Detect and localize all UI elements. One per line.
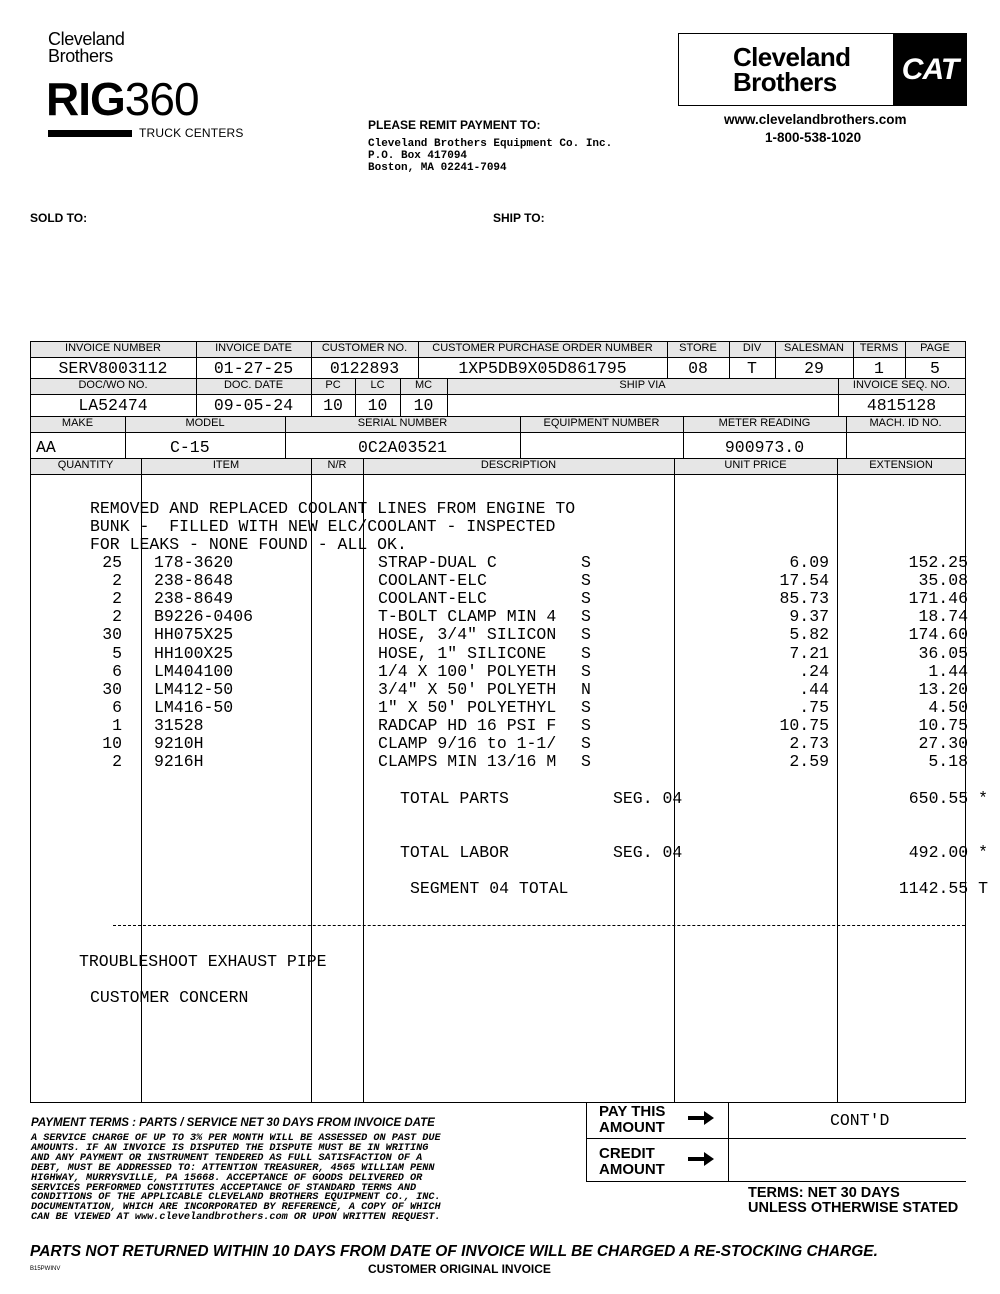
serial-number-label: SERIAL NUMBER [357, 417, 448, 429]
po-number: 1XP5DB9X05D861795 [458, 359, 627, 378]
line-unit-price: 7.21 [789, 643, 829, 663]
line-unit-price: 5.82 [789, 625, 829, 645]
line-item: 9216H [154, 752, 204, 772]
next-segment-note: CUSTOMER CONCERN [90, 988, 249, 1007]
doc-wo-no: LA52474 [78, 396, 148, 415]
line-description: 1" X 50' POLYETHYL [378, 697, 557, 717]
make-label: MAKE [61, 417, 94, 429]
line-qty: 10 [102, 734, 122, 753]
narrative-line: FOR LEAKS - NONE FOUND - ALL OK. [90, 535, 407, 554]
line-nr: S [581, 661, 591, 681]
line-unit-price: 85.73 [779, 589, 829, 609]
line-unit-price: 6.09 [789, 553, 829, 572]
doc-wo-label: DOC/WO NO. [78, 379, 148, 391]
salesman: 29 [804, 359, 824, 378]
narrative-line: REMOVED AND REPLACED COOLANT LINES FROM ENGINE TO [90, 499, 576, 518]
remit-line: P.O. Box 417094 [368, 150, 468, 162]
line-nr: S [581, 715, 591, 735]
line-unit-price: .44 [799, 679, 829, 699]
line-qty: 2 [112, 589, 122, 609]
line-extension: 13.20 [918, 679, 968, 699]
invoice-seq-no: 4815128 [866, 396, 937, 415]
line-qty: 30 [102, 625, 122, 645]
col-item: ITEM [212, 459, 240, 471]
line-nr: N [581, 679, 591, 699]
fine-print: A SERVICE CHARGE OF UP TO 3% PER MONTH WILL BE ASSESSED ON PAST DUE AMOUNTS. IF AN INVOICE IS DISPUTED THE DISPUTE MUST BE IN WRITING AND ANY PAYMENT OR INSTRUMENT TENDERED AS FULL SATISFACTION OF A DEBT, MUST BE ADDRESSED TO: ATTENTION TREASURER, 4565 WILLIAM PENN HIGHWAY, MURRYSVILLE, PA 15668. ACCEPTANCE OF GOODS DELIVERED OR SERVICES PERFORMED CONSTITUTES ACCEPTANCE OF STANDARD TERMS AND CONDITIONS OF THE APPLICABLE CLEVELAND BROTHERS EQUIPMENT CO., INC. DOCUMENTATION, WHICH ARE INCORPORATED BY REFERENCE, A COPY OF WHICH CAN BE VIEWED AT www.clevelandbrothers.com OR UPON WRITTEN REQUEST. [31, 1133, 441, 1224]
total-labor-seg: SEG. 04 [613, 843, 683, 862]
col-extension: EXTENSION [869, 459, 933, 471]
invoice-date-label: INVOICE DATE [215, 342, 292, 354]
line-nr: S [581, 752, 591, 772]
line-description: COOLANT-ELC [378, 589, 487, 609]
customer-no: 0122893 [329, 359, 400, 378]
line-nr: S [581, 643, 591, 663]
total-parts-label: TOTAL PARTS [400, 789, 509, 808]
line-extension: 152.25 [908, 553, 968, 572]
remit-heading: PLEASE REMIT PAYMENT TO: [368, 118, 541, 132]
line-qty: 1 [112, 715, 122, 735]
line-description: T-BOLT CLAMP MIN 4 [378, 607, 557, 627]
line-description: STRAP-DUAL C [378, 553, 497, 572]
line-extension: 35.08 [918, 571, 968, 591]
ship-via-label: SHIP VIA [619, 379, 666, 391]
segment-total-value: 1142.55 T [898, 879, 988, 898]
line-unit-price: 17.54 [779, 571, 829, 591]
line-nr: S [581, 589, 591, 609]
line-unit-price: 9.37 [789, 607, 829, 627]
line-extension: 1.44 [928, 661, 968, 681]
rig360-logo: RIG360 [46, 73, 199, 125]
make: AA [36, 438, 56, 457]
segment-total-label: SEGMENT 04 TOTAL [410, 879, 569, 898]
line-qty: 2 [112, 752, 122, 772]
line-item: LM416-50 [154, 697, 234, 717]
invoice-number: SERV8003112 [58, 359, 168, 378]
line-description: HOSE, 3/4" SILICON [378, 625, 557, 645]
mach-id-label: MACH. ID NO. [869, 417, 942, 429]
store: 08 [688, 359, 708, 378]
line-extension: 5.18 [928, 752, 968, 772]
meter-reading-label: METER READING [718, 417, 811, 429]
line-description: HOSE, 1" SILICONE [378, 643, 547, 663]
line-unit-price: 10.75 [779, 715, 829, 735]
div: T [747, 359, 757, 378]
line-description: CLAMP 9/16 to 1-1/ [378, 734, 557, 753]
line-description: CLAMPS MIN 13/16 M [378, 752, 557, 772]
line-unit-price: 2.59 [789, 752, 829, 772]
line-nr: S [581, 734, 591, 753]
line-qty: 6 [112, 697, 122, 717]
total-labor-value: 492.00 * [908, 843, 988, 862]
form-code: B15PWINV [30, 1266, 61, 1272]
total-parts-value: 650.55 * [908, 789, 988, 808]
line-qty: 30 [102, 679, 122, 699]
col-nr: N/R [327, 459, 347, 471]
arrow-right-icon [688, 1151, 714, 1172]
total-parts-seg: SEG. 04 [613, 789, 683, 808]
line-item: HH075X25 [154, 625, 234, 645]
arrow-right-icon [688, 1110, 714, 1131]
store-label: STORE [679, 342, 717, 354]
page-label: PAGE [920, 342, 950, 354]
line-item: HH100X25 [154, 643, 234, 663]
line-nr: S [581, 625, 591, 645]
sold-to-label: SOLD TO: [30, 211, 88, 225]
line-extension: 10.75 [918, 715, 968, 735]
narrative-line: BUNK - FILLED WITH NEW ELC/COOLANT - INSPECTED [90, 517, 556, 536]
line-unit-price: 2.73 [789, 734, 829, 753]
line-extension: 36.05 [918, 643, 968, 663]
line-qty: 5 [112, 643, 122, 663]
page: 5 [930, 359, 940, 378]
payment-terms: PAYMENT TERMS : PARTS / SERVICE NET 30 DAYS FROM INVOICE DATE [31, 1117, 435, 1129]
line-extension: 27.30 [918, 734, 968, 753]
remit-line: Boston, MA 02241-7094 [368, 162, 507, 174]
meter-reading: 900973.0 [724, 438, 805, 457]
invoice-seq-label: INVOICE SEQ. NO. [852, 379, 951, 391]
po-number-label: CUSTOMER PURCHASE ORDER NUMBER [432, 342, 653, 354]
lc-label: LC [370, 379, 385, 391]
line-nr: S [581, 607, 591, 627]
line-extension: 174.60 [908, 625, 968, 645]
pay-amount-value: CONT'D [830, 1111, 890, 1130]
remit-line: Cleveland Brothers Equipment Co. Inc. [368, 138, 613, 150]
line-description: 3/4" X 50' POLYETH [378, 679, 557, 699]
line-item: LM412-50 [154, 679, 234, 699]
cat-logo: CAT [893, 33, 967, 106]
line-item: 9210H [154, 734, 204, 753]
model: C-15 [170, 438, 210, 457]
line-item: 238-8649 [154, 589, 234, 609]
ship-to-label: SHIP TO: [493, 211, 545, 225]
pc-label: PC [325, 379, 341, 391]
mc: 10 [413, 396, 434, 415]
line-qty: 25 [102, 553, 122, 572]
doc-date-label: DOC. DATE [223, 379, 284, 391]
website-link[interactable]: www.clevelandbrothers.com [724, 112, 907, 127]
line-qty: 6 [112, 661, 122, 681]
line-extension: 4.50 [928, 697, 968, 717]
serial-number: 0C2A03521 [357, 438, 448, 457]
line-extension: 171.46 [908, 589, 968, 609]
line-nr: S [581, 571, 591, 591]
lc: 10 [367, 396, 388, 415]
pc: 10 [323, 396, 343, 415]
truck-centers-label: TRUCK CENTERS [139, 126, 244, 140]
terms-note: TERMS: NET 30 DAYS UNLESS OTHERWISE STATED [748, 1185, 959, 1216]
pay-this-amount-label: PAY THIS AMOUNT [599, 1103, 666, 1136]
col-quantity: QUANTITY [57, 459, 114, 471]
customer-no-label: CUSTOMER NO. [321, 342, 408, 354]
line-unit-price: .24 [799, 661, 829, 681]
line-item: 31528 [154, 715, 204, 735]
line-unit-price: .75 [799, 697, 829, 717]
line-qty: 2 [112, 607, 122, 627]
credit-amount-label: CREDIT AMOUNT [599, 1145, 665, 1178]
equipment-number-label: EQUIPMENT NUMBER [543, 417, 660, 429]
next-segment-title: TROUBLESHOOT EXHAUST PIPE [79, 952, 327, 971]
dealer-logo-wordmark: Cleveland Brothers [733, 42, 851, 97]
salesman-label: SALESMAN [784, 342, 844, 354]
restock-notice: PARTS NOT RETURNED WITHIN 10 DAYS FROM DATE OF INVOICE WILL BE CHARGED A RE-STOCKING CHARGE. [30, 1243, 878, 1260]
line-description: 1/4 X 100' POLYETH [378, 661, 557, 681]
terms: 1 [874, 359, 884, 378]
left-logo-wordmark: Cleveland Brothers [48, 29, 125, 66]
line-item: LM404100 [154, 661, 234, 681]
line-extension: 18.74 [918, 607, 968, 627]
line-nr: S [581, 553, 591, 572]
logo-bar [48, 130, 132, 137]
copy-label: CUSTOMER ORIGINAL INVOICE [368, 1262, 551, 1276]
invoice-date: 01-27-25 [213, 359, 294, 378]
invoice-number-label: INVOICE NUMBER [65, 342, 161, 354]
model-label: MODEL [185, 417, 225, 429]
phone-number: 1-800-538-1020 [765, 130, 862, 145]
line-description: RADCAP HD 16 PSI F [378, 715, 557, 735]
segment-separator [113, 925, 965, 926]
line-nr: S [581, 697, 591, 717]
doc-date: 09-05-24 [213, 396, 294, 415]
div-label: DIV [742, 342, 762, 354]
line-qty: 2 [112, 571, 122, 591]
terms-label: TERMS [859, 342, 899, 354]
line-item: 178-3620 [154, 553, 234, 572]
mc-label: MC [414, 379, 433, 391]
line-item: 238-8648 [154, 571, 234, 591]
col-description: DESCRIPTION [480, 459, 557, 471]
total-labor-label: TOTAL LABOR [400, 843, 509, 862]
col-unit-price: UNIT PRICE [724, 459, 787, 471]
line-description: COOLANT-ELC [378, 571, 487, 591]
line-item: B9226-0406 [154, 607, 254, 627]
